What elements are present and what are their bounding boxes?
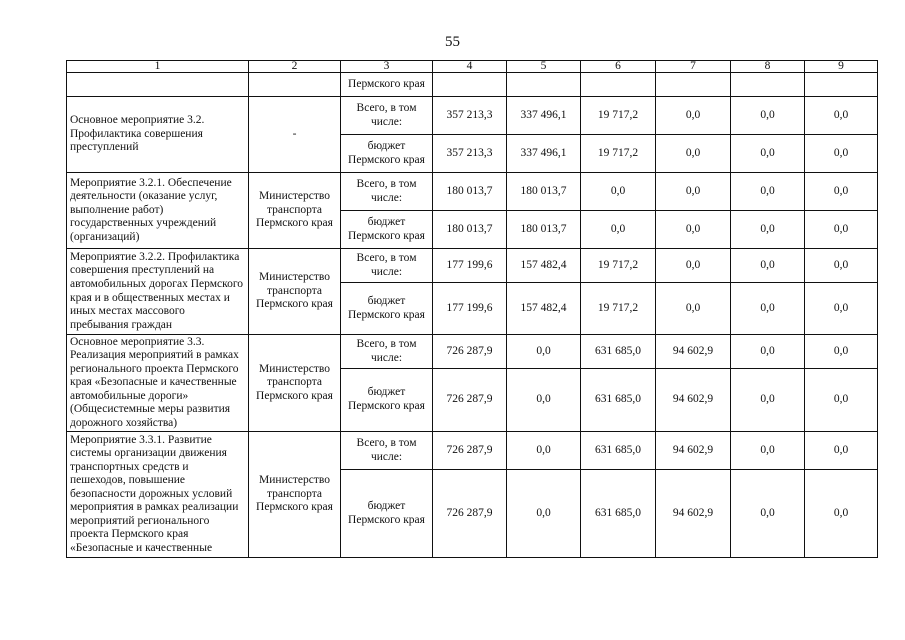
value-cell: 94 602,9	[656, 432, 731, 470]
value-cell: 0,0	[507, 432, 581, 470]
funding-type: бюджет Пермского края	[341, 470, 433, 558]
value-cell: 0,0	[805, 211, 878, 249]
empty-cell	[805, 73, 878, 97]
value-cell: 726 287,9	[433, 432, 507, 470]
value-cell: 19 717,2	[581, 135, 656, 173]
value-cell: 0,0	[731, 432, 805, 470]
executor: Министерство транспорта Пермского края	[249, 432, 341, 558]
value-cell: 0,0	[731, 335, 805, 369]
value-cell: 631 685,0	[581, 432, 656, 470]
empty-cell	[581, 73, 656, 97]
funding-type: бюджет Пермского края	[341, 283, 433, 335]
value-cell: 0,0	[805, 173, 878, 211]
funding-type: Всего, в том числе:	[341, 97, 433, 135]
value-cell: 0,0	[805, 283, 878, 335]
value-cell: 94 602,9	[656, 470, 731, 558]
value-cell: 0,0	[581, 211, 656, 249]
value-cell: 631 685,0	[581, 470, 656, 558]
executor: -	[249, 97, 341, 173]
table-row	[67, 97, 878, 135]
value-cell: 180 013,7	[507, 173, 581, 211]
value-cell: 180 013,7	[433, 173, 507, 211]
value-cell: 0,0	[731, 211, 805, 249]
value-cell: 0,0	[656, 135, 731, 173]
value-cell: 0,0	[805, 249, 878, 283]
value-cell: 180 013,7	[433, 211, 507, 249]
table-row	[67, 173, 878, 211]
value-cell: 631 685,0	[581, 369, 656, 432]
value-cell: 157 482,4	[507, 249, 581, 283]
value-cell: 631 685,0	[581, 335, 656, 369]
value-cell: 0,0	[656, 249, 731, 283]
value-cell: 726 287,9	[433, 335, 507, 369]
activity-name: Мероприятие 3.2.1. Обеспечение деятельности (оказание услуг, выполнение работ) государственных учреждений (организаций)	[67, 173, 249, 249]
value-cell: 0,0	[731, 470, 805, 558]
value-cell: 726 287,9	[433, 369, 507, 432]
value-cell: 157 482,4	[507, 283, 581, 335]
page-number: 55	[445, 34, 460, 50]
value-cell: 0,0	[805, 335, 878, 369]
value-cell: 357 213,3	[433, 135, 507, 173]
value-cell: 357 213,3	[433, 97, 507, 135]
funding-type: Всего, в том числе:	[341, 173, 433, 211]
continuation-row	[67, 73, 878, 97]
column-number: 2	[249, 61, 341, 73]
value-cell: 0,0	[581, 173, 656, 211]
value-cell: 177 199,6	[433, 283, 507, 335]
empty-cell	[507, 73, 581, 97]
activity-name: Основное мероприятие 3.2. Профилактика совершения преступлений	[67, 97, 249, 173]
value-cell: 0,0	[805, 432, 878, 470]
column-number: 4	[433, 61, 507, 73]
value-cell: 177 199,6	[433, 249, 507, 283]
value-cell: 0,0	[731, 135, 805, 173]
table-row	[67, 335, 878, 369]
value-cell: 180 013,7	[507, 211, 581, 249]
budget-table	[66, 60, 878, 558]
column-number: 8	[731, 61, 805, 73]
empty-cell	[656, 73, 731, 97]
value-cell: 0,0	[731, 249, 805, 283]
value-cell: 0,0	[656, 211, 731, 249]
table-row	[67, 432, 878, 470]
funding-type: Всего, в том числе:	[341, 432, 433, 470]
value-cell: 0,0	[656, 97, 731, 135]
column-number: 6	[581, 61, 656, 73]
value-cell: 0,0	[805, 135, 878, 173]
executor: Министерство транспорта Пермского края	[249, 249, 341, 335]
empty-cell	[433, 73, 507, 97]
value-cell: 0,0	[507, 335, 581, 369]
funding-type: бюджет Пермского края	[341, 135, 433, 173]
value-cell: 0,0	[731, 173, 805, 211]
column-number: 9	[805, 61, 878, 73]
value-cell: 0,0	[731, 369, 805, 432]
value-cell: 337 496,1	[507, 97, 581, 135]
value-cell: 0,0	[507, 369, 581, 432]
value-cell: 726 287,9	[433, 470, 507, 558]
funding-type: бюджет Пермского края	[341, 369, 433, 432]
value-cell: 0,0	[805, 97, 878, 135]
value-cell: 337 496,1	[507, 135, 581, 173]
funding-type: Всего, в том числе:	[341, 335, 433, 369]
table-row	[67, 249, 878, 283]
value-cell: 19 717,2	[581, 249, 656, 283]
value-cell: 19 717,2	[581, 97, 656, 135]
column-number: 5	[507, 61, 581, 73]
funding-type: Всего, в том числе:	[341, 249, 433, 283]
column-number: 7	[656, 61, 731, 73]
value-cell: 0,0	[656, 283, 731, 335]
executor: Министерство транспорта Пермского края	[249, 335, 341, 432]
value-cell: 19 717,2	[581, 283, 656, 335]
value-cell: 94 602,9	[656, 335, 731, 369]
value-cell: 0,0	[731, 97, 805, 135]
activity-name: Мероприятие 3.3.1. Развитие системы организации движения транспортных средств и пешеходов, повышение безопасности дорожных условий мероприятия в рамках реализации мероприятий регионального проекта Пермского края «Безопасные и качественные	[67, 432, 249, 558]
column-number: 1	[67, 61, 249, 73]
value-cell: 0,0	[731, 283, 805, 335]
value-cell: 0,0	[805, 369, 878, 432]
funding-type: бюджет Пермского края	[341, 211, 433, 249]
column-number: 3	[341, 61, 433, 73]
empty-cell	[731, 73, 805, 97]
executor: Министерство транспорта Пермского края	[249, 173, 341, 249]
value-cell: 94 602,9	[656, 369, 731, 432]
value-cell: 0,0	[656, 173, 731, 211]
empty-cell	[67, 73, 249, 97]
value-cell: 0,0	[805, 470, 878, 558]
value-cell: 0,0	[507, 470, 581, 558]
column-number-row	[67, 61, 878, 73]
activity-name: Мероприятие 3.2.2. Профилактика совершения преступлений на автомобильных дорогах Пермского края и в общественных местах и иных местах массового пребывания граждан	[67, 249, 249, 335]
activity-name: Основное мероприятие 3.3. Реализация мероприятий в рамках регионального проекта Пермского края «Безопасные и качественные автомобильные дороги» (Общесистемные меры развития дорожного хозяйства)	[67, 335, 249, 432]
empty-cell	[249, 73, 341, 97]
funding-type: Пермского края	[341, 73, 433, 97]
